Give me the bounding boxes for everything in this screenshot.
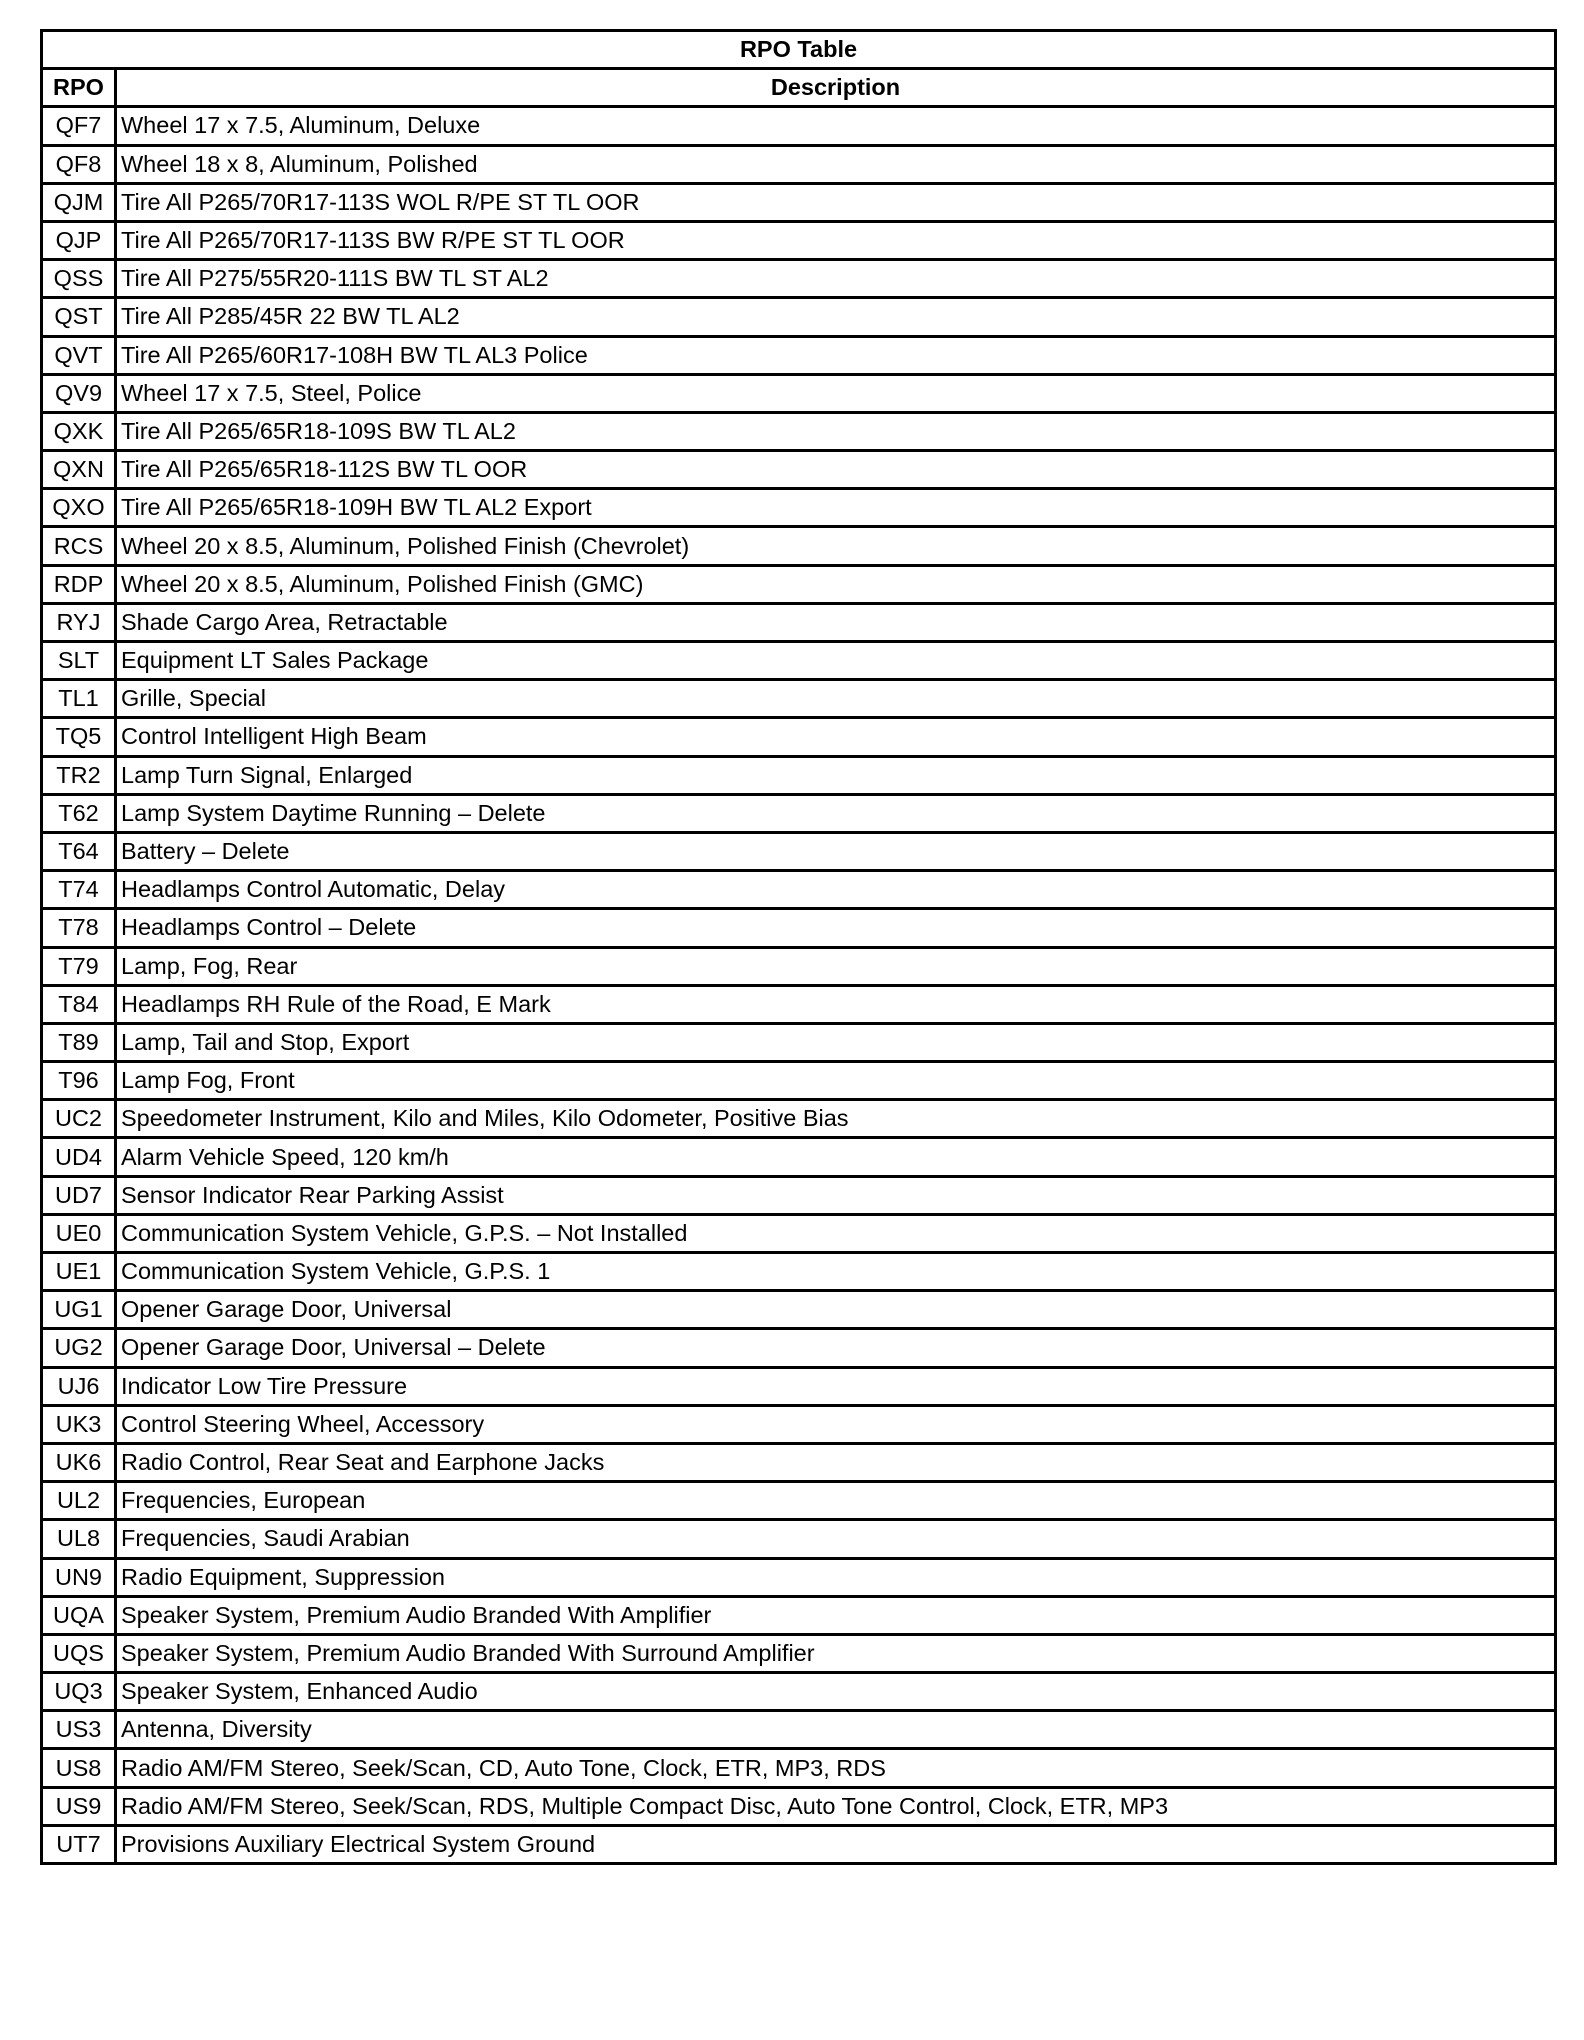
table-row xyxy=(42,1253,1556,1291)
rpo-description-cell: Frequencies, Saudi Arabian xyxy=(116,1520,1556,1558)
table-row xyxy=(42,1329,1556,1367)
rpo-description-cell: Wheel 17 x 7.5, Aluminum, Deluxe xyxy=(116,107,1556,145)
rpo-description-cell: Alarm Vehicle Speed, 120 km/h xyxy=(116,1138,1556,1176)
rpo-code-cell: SLT xyxy=(42,642,116,680)
rpo-description-cell: Opener Garage Door, Universal xyxy=(116,1291,1556,1329)
rpo-code-cell: US3 xyxy=(42,1711,116,1749)
table-row xyxy=(42,1367,1556,1405)
table-row xyxy=(42,1520,1556,1558)
rpo-description-cell: Wheel 18 x 8, Aluminum, Polished xyxy=(116,145,1556,183)
table-row xyxy=(42,756,1556,794)
rpo-code-cell: UE0 xyxy=(42,1214,116,1252)
table-row xyxy=(42,1443,1556,1481)
table-row xyxy=(42,1062,1556,1100)
rpo-code-cell: QV9 xyxy=(42,374,116,412)
rpo-code-cell: UJ6 xyxy=(42,1367,116,1405)
table-row xyxy=(42,794,1556,832)
rpo-code-cell: UN9 xyxy=(42,1558,116,1596)
rpo-code-cell: UQ3 xyxy=(42,1673,116,1711)
rpo-code-cell: T62 xyxy=(42,794,116,832)
rpo-description-cell: Opener Garage Door, Universal – Delete xyxy=(116,1329,1556,1367)
rpo-code-cell: QXO xyxy=(42,489,116,527)
rpo-code-cell: UT7 xyxy=(42,1825,116,1863)
rpo-code-cell: QJM xyxy=(42,183,116,221)
table-row xyxy=(42,527,1556,565)
table-row xyxy=(42,871,1556,909)
rpo-description-cell: Tire All P265/70R17-113S WOL R/PE ST TL OOR xyxy=(116,183,1556,221)
column-header-rpo: RPO xyxy=(42,69,116,107)
rpo-code-cell: QXN xyxy=(42,451,116,489)
rpo-code-cell: QVT xyxy=(42,336,116,374)
rpo-code-cell: TQ5 xyxy=(42,718,116,756)
rpo-code-cell: T79 xyxy=(42,947,116,985)
rpo-description-cell: Speaker System, Premium Audio Branded With Surround Amplifier xyxy=(116,1634,1556,1672)
rpo-code-cell: TR2 xyxy=(42,756,116,794)
rpo-code-cell: T84 xyxy=(42,985,116,1023)
rpo-code-cell: RYJ xyxy=(42,603,116,641)
rpo-description-cell: Indicator Low Tire Pressure xyxy=(116,1367,1556,1405)
rpo-code-cell: UG2 xyxy=(42,1329,116,1367)
rpo-description-cell: Tire All P285/45R 22 BW TL AL2 xyxy=(116,298,1556,336)
rpo-description-cell: Tire All P265/65R18-112S BW TL OOR xyxy=(116,451,1556,489)
rpo-code-cell: QXK xyxy=(42,412,116,450)
rpo-description-cell: Speaker System, Enhanced Audio xyxy=(116,1673,1556,1711)
table-row xyxy=(42,565,1556,603)
rpo-description-cell: Tire All P275/55R20-111S BW TL ST AL2 xyxy=(116,260,1556,298)
rpo-description-cell: Battery – Delete xyxy=(116,832,1556,870)
table-row xyxy=(42,336,1556,374)
rpo-description-cell: Headlamps Control – Delete xyxy=(116,909,1556,947)
rpo-description-cell: Speaker System, Premium Audio Branded With Amplifier xyxy=(116,1596,1556,1634)
rpo-table xyxy=(40,29,1557,1865)
rpo-code-cell: QST xyxy=(42,298,116,336)
table-row xyxy=(42,947,1556,985)
rpo-code-cell: UL8 xyxy=(42,1520,116,1558)
table-row xyxy=(42,909,1556,947)
rpo-code-cell: TL1 xyxy=(42,680,116,718)
table-body xyxy=(42,107,1556,1864)
rpo-code-cell: QF8 xyxy=(42,145,116,183)
table-row xyxy=(42,374,1556,412)
rpo-description-cell: Radio Equipment, Suppression xyxy=(116,1558,1556,1596)
table-row xyxy=(42,183,1556,221)
table-row xyxy=(42,1825,1556,1863)
rpo-code-cell: UQA xyxy=(42,1596,116,1634)
rpo-code-cell: T64 xyxy=(42,832,116,870)
rpo-description-cell: Lamp Turn Signal, Enlarged xyxy=(116,756,1556,794)
rpo-description-cell: Equipment LT Sales Package xyxy=(116,642,1556,680)
table-row xyxy=(42,1405,1556,1443)
rpo-description-cell: Communication System Vehicle, G.P.S. 1 xyxy=(116,1253,1556,1291)
table-row xyxy=(42,1214,1556,1252)
table-row xyxy=(42,1176,1556,1214)
rpo-code-cell: QF7 xyxy=(42,107,116,145)
rpo-code-cell: T78 xyxy=(42,909,116,947)
table-row xyxy=(42,1596,1556,1634)
column-header-description: Description xyxy=(116,69,1556,107)
rpo-code-cell: UQS xyxy=(42,1634,116,1672)
table-row xyxy=(42,832,1556,870)
table-row xyxy=(42,1100,1556,1138)
rpo-code-cell: US8 xyxy=(42,1749,116,1787)
rpo-description-cell: Control Steering Wheel, Accessory xyxy=(116,1405,1556,1443)
rpo-description-cell: Antenna, Diversity xyxy=(116,1711,1556,1749)
rpo-description-cell: Shade Cargo Area, Retractable xyxy=(116,603,1556,641)
rpo-code-cell: US9 xyxy=(42,1787,116,1825)
rpo-description-cell: Wheel 17 x 7.5, Steel, Police xyxy=(116,374,1556,412)
rpo-code-cell: UK6 xyxy=(42,1443,116,1481)
rpo-code-cell: UG1 xyxy=(42,1291,116,1329)
rpo-code-cell: UL2 xyxy=(42,1482,116,1520)
rpo-code-cell: T89 xyxy=(42,1023,116,1061)
rpo-code-cell: UD7 xyxy=(42,1176,116,1214)
table-row xyxy=(42,145,1556,183)
rpo-description-cell: Wheel 20 x 8.5, Aluminum, Polished Finish (GMC) xyxy=(116,565,1556,603)
table-row xyxy=(42,603,1556,641)
rpo-description-cell: Radio AM/FM Stereo, Seek/Scan, RDS, Multiple Compact Disc, Auto Tone Control, Clock, ETR, MP3 xyxy=(116,1787,1556,1825)
rpo-description-cell: Lamp, Fog, Rear xyxy=(116,947,1556,985)
rpo-description-cell: Tire All P265/65R18-109S BW TL AL2 xyxy=(116,412,1556,450)
table-row xyxy=(42,985,1556,1023)
rpo-description-cell: Speedometer Instrument, Kilo and Miles, Kilo Odometer, Positive Bias xyxy=(116,1100,1556,1138)
table-row xyxy=(42,1634,1556,1672)
table-row xyxy=(42,489,1556,527)
rpo-description-cell: Frequencies, European xyxy=(116,1482,1556,1520)
rpo-description-cell: Radio Control, Rear Seat and Earphone Jacks xyxy=(116,1443,1556,1481)
table-row xyxy=(42,451,1556,489)
rpo-description-cell: Lamp, Tail and Stop, Export xyxy=(116,1023,1556,1061)
rpo-description-cell: Headlamps Control Automatic, Delay xyxy=(116,871,1556,909)
rpo-code-cell: UC2 xyxy=(42,1100,116,1138)
table-row xyxy=(42,1749,1556,1787)
table-row xyxy=(42,260,1556,298)
table-row xyxy=(42,298,1556,336)
table-row xyxy=(42,1482,1556,1520)
rpo-description-cell: Grille, Special xyxy=(116,680,1556,718)
table-row xyxy=(42,1787,1556,1825)
table-row xyxy=(42,1023,1556,1061)
table-row xyxy=(42,642,1556,680)
table-row xyxy=(42,1291,1556,1329)
rpo-code-cell: T96 xyxy=(42,1062,116,1100)
rpo-description-cell: Sensor Indicator Rear Parking Assist xyxy=(116,1176,1556,1214)
rpo-code-cell: RCS xyxy=(42,527,116,565)
rpo-description-cell: Tire All P265/60R17-108H BW TL AL3 Police xyxy=(116,336,1556,374)
rpo-code-cell: UD4 xyxy=(42,1138,116,1176)
table-title: RPO Table xyxy=(42,31,1556,69)
rpo-code-cell: UE1 xyxy=(42,1253,116,1291)
rpo-description-cell: Tire All P265/65R18-109H BW TL AL2 Export xyxy=(116,489,1556,527)
table-title-row xyxy=(42,31,1556,69)
rpo-description-cell: Wheel 20 x 8.5, Aluminum, Polished Finish (Chevrolet) xyxy=(116,527,1556,565)
rpo-description-cell: Lamp System Daytime Running – Delete xyxy=(116,794,1556,832)
rpo-code-cell: UK3 xyxy=(42,1405,116,1443)
rpo-code-cell: RDP xyxy=(42,565,116,603)
rpo-description-cell: Headlamps RH Rule of the Road, E Mark xyxy=(116,985,1556,1023)
table-row xyxy=(42,1138,1556,1176)
table-row xyxy=(42,1711,1556,1749)
table-row xyxy=(42,107,1556,145)
rpo-code-cell: QSS xyxy=(42,260,116,298)
rpo-description-cell: Communication System Vehicle, G.P.S. – Not Installed xyxy=(116,1214,1556,1252)
table-row xyxy=(42,1673,1556,1711)
table-row xyxy=(42,412,1556,450)
table-row xyxy=(42,718,1556,756)
table-row xyxy=(42,221,1556,259)
rpo-description-cell: Lamp Fog, Front xyxy=(116,1062,1556,1100)
rpo-code-cell: T74 xyxy=(42,871,116,909)
rpo-description-cell: Provisions Auxiliary Electrical System Ground xyxy=(116,1825,1556,1863)
table-header-row xyxy=(42,69,1556,107)
table-row xyxy=(42,1558,1556,1596)
rpo-code-cell: QJP xyxy=(42,221,116,259)
table-row xyxy=(42,680,1556,718)
rpo-description-cell: Radio AM/FM Stereo, Seek/Scan, CD, Auto Tone, Clock, ETR, MP3, RDS xyxy=(116,1749,1556,1787)
rpo-description-cell: Tire All P265/70R17-113S BW R/PE ST TL OOR xyxy=(116,221,1556,259)
rpo-description-cell: Control Intelligent High Beam xyxy=(116,718,1556,756)
